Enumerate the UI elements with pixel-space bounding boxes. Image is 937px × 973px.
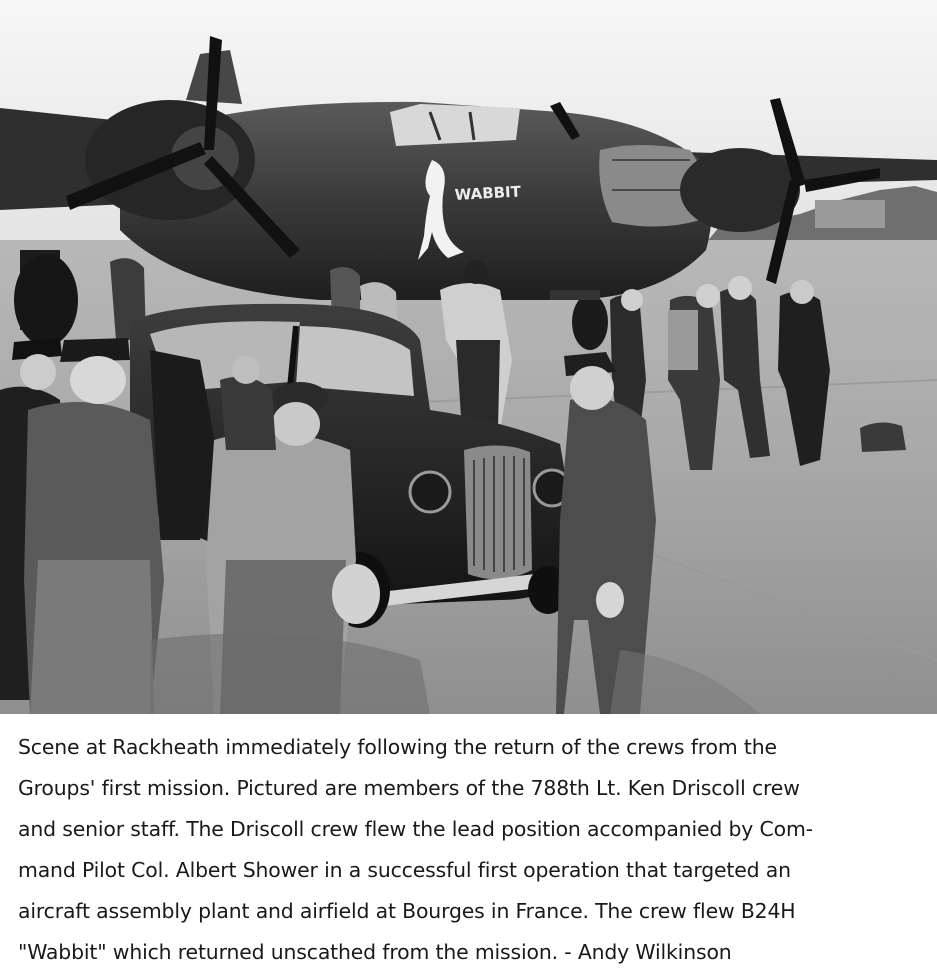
- distant-building: [815, 200, 885, 228]
- photo-caption: [18, 727, 923, 973]
- caption-line-5: aircraft assembly plant and airfield at Bourges in France. The crew flew B24H: [18, 899, 796, 923]
- caption-line-4: mand Pilot Col. Albert Shower in a successful first operation that targeted an: [18, 858, 791, 882]
- caption-line-2: Groups' first mission. Pictured are members of the 788th Lt. Ken Driscoll crew: [18, 776, 800, 800]
- caption-line-3: and senior staff. The Driscoll crew flew the lead position accompanied by Com-: [18, 817, 813, 841]
- car-headlight: [410, 472, 450, 512]
- nose-art-text: WABBIT: [454, 182, 522, 204]
- caption-line-1: Scene at Rackheath immediately following the return of the crews from the: [18, 735, 777, 759]
- parachute-pack: [860, 422, 906, 452]
- caption-line-6: "Wabbit" which returned unscathed from the mission. - Andy Wilkinson: [18, 940, 732, 964]
- landing-wheel: [14, 254, 78, 346]
